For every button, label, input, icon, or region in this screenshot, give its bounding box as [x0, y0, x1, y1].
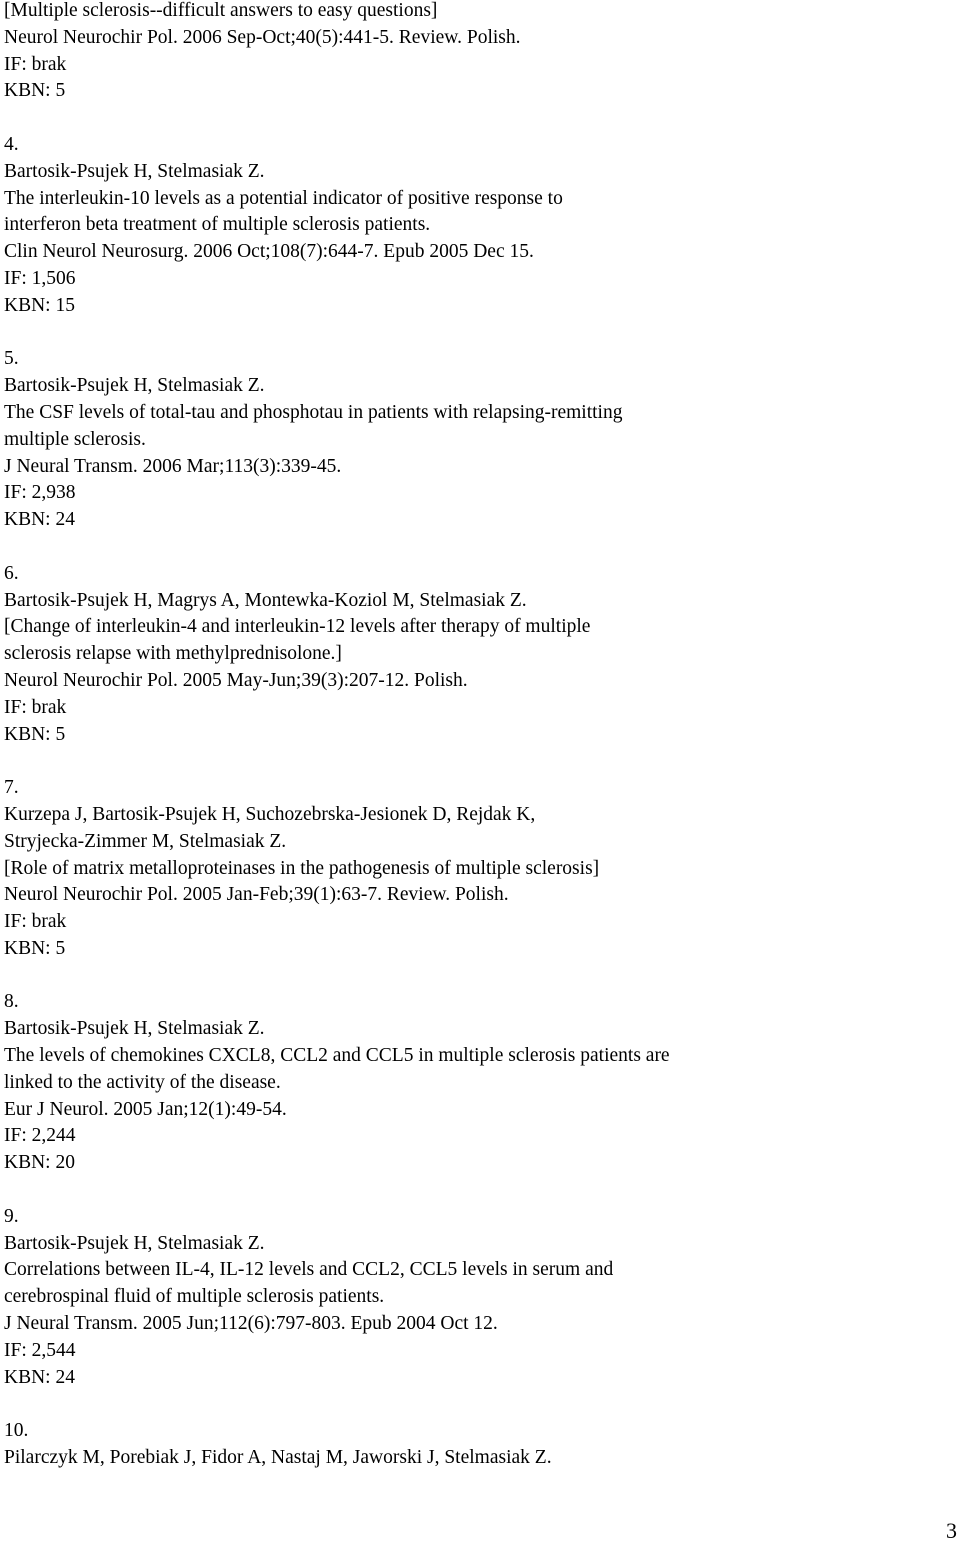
- text-line: Bartosik-Psujek H, Magrys A, Montewka-Koziol M, Stelmasiak Z.: [4, 589, 527, 611]
- blank-line: [4, 748, 954, 775]
- text-line: Bartosik-Psujek H, Stelmasiak Z.: [4, 1018, 265, 1040]
- text-line: cerebrospinal fluid of multiple sclerosis patients.: [4, 1286, 385, 1308]
- text-line: Bartosik-Psujek H, Stelmasiak Z.: [4, 375, 265, 397]
- text-line: KBN: 24: [4, 1366, 75, 1388]
- text-line: IF: 2,938: [4, 482, 76, 504]
- text-line: 7.: [4, 777, 19, 799]
- blank-line: [4, 320, 954, 347]
- text-line: IF: brak: [4, 53, 67, 75]
- text-line: [Change of interleukin-4 and interleukin-12 levels after therapy of multiple: [4, 616, 591, 638]
- document-body: [4, 0, 954, 1472]
- text-line: The CSF levels of total-tau and phosphotau in patients with relapsing-remitting: [4, 401, 623, 423]
- text-line: Kurzepa J, Bartosik-Psujek H, Suchozebrska-Jesionek D, Rejdak K,: [4, 803, 536, 825]
- text-line: IF: 2,244: [4, 1125, 76, 1147]
- text-line: Clin Neurol Neurosurg. 2006 Oct;108(7):644-7. Epub 2005 Dec 15.: [4, 241, 534, 263]
- text-line: KBN: 24: [4, 509, 75, 531]
- text-line: linked to the activity of the disease.: [4, 1071, 281, 1093]
- text-line: Correlations between IL-4, IL-12 levels and CCL2, CCL5 levels in serum and: [4, 1259, 614, 1281]
- text-line: Bartosik-Psujek H, Stelmasiak Z.: [4, 1232, 265, 1254]
- text-line: 6.: [4, 562, 19, 584]
- text-line: Neurol Neurochir Pol. 2005 Jan-Feb;39(1):63-7. Review. Polish.: [4, 884, 509, 906]
- text-line: J Neural Transm. 2005 Jun;112(6):797-803. Epub 2004 Oct 12.: [4, 1313, 498, 1335]
- text-line: KBN: 5: [4, 723, 66, 745]
- text-line: IF: 2,544: [4, 1339, 76, 1361]
- page-number: 3: [946, 1518, 957, 1543]
- text-line: 5.: [4, 348, 19, 370]
- text-line: [Multiple sclerosis--difficult answers to easy questions]: [4, 0, 438, 21]
- text-line: 4.: [4, 133, 19, 155]
- text-line: IF: 1,506: [4, 267, 76, 289]
- text-line: 8.: [4, 991, 19, 1013]
- text-line: IF: brak: [4, 696, 67, 718]
- text-line: Neurol Neurochir Pol. 2005 May-Jun;39(3):207-12. Polish.: [4, 669, 468, 691]
- blank-line: [4, 534, 954, 561]
- text-line: Eur J Neurol. 2005 Jan;12(1):49-54.: [4, 1098, 287, 1120]
- text-line: KBN: 5: [4, 937, 66, 959]
- blank-line: [4, 1391, 954, 1418]
- text-line: sclerosis relapse with methylprednisolone.]: [4, 643, 342, 665]
- text-line: KBN: 5: [4, 80, 66, 102]
- text-line: [Role of matrix metalloproteinases in the pathogenesis of multiple sclerosis]: [4, 857, 600, 879]
- text-line: The interleukin-10 levels as a potential indicator of positive response to: [4, 187, 563, 209]
- blank-line: [4, 1177, 954, 1204]
- text-line: Neurol Neurochir Pol. 2006 Sep-Oct;40(5):441-5. Review. Polish.: [4, 26, 521, 48]
- text-line: Pilarczyk M, Porebiak J, Fidor A, Nastaj M, Jaworski J, Stelmasiak Z.: [4, 1447, 552, 1469]
- text-line: The levels of chemokines CXCL8, CCL2 and CCL5 in multiple sclerosis patients are: [4, 1045, 670, 1067]
- text-line: Bartosik-Psujek H, Stelmasiak Z.: [4, 160, 265, 182]
- text-line: multiple sclerosis.: [4, 428, 146, 450]
- text-line: J Neural Transm. 2006 Mar;113(3):339-45.: [4, 455, 342, 477]
- text-line: 10.: [4, 1420, 29, 1442]
- blank-line: [4, 105, 954, 132]
- text-line: interferon beta treatment of multiple sclerosis patients.: [4, 214, 431, 236]
- text-line: KBN: 20: [4, 1152, 75, 1174]
- text-line: 9.: [4, 1205, 19, 1227]
- text-line: KBN: 15: [4, 294, 75, 316]
- text-line: IF: brak: [4, 911, 67, 933]
- blank-line: [4, 963, 954, 990]
- text-line: Stryjecka-Zimmer M, Stelmasiak Z.: [4, 830, 287, 852]
